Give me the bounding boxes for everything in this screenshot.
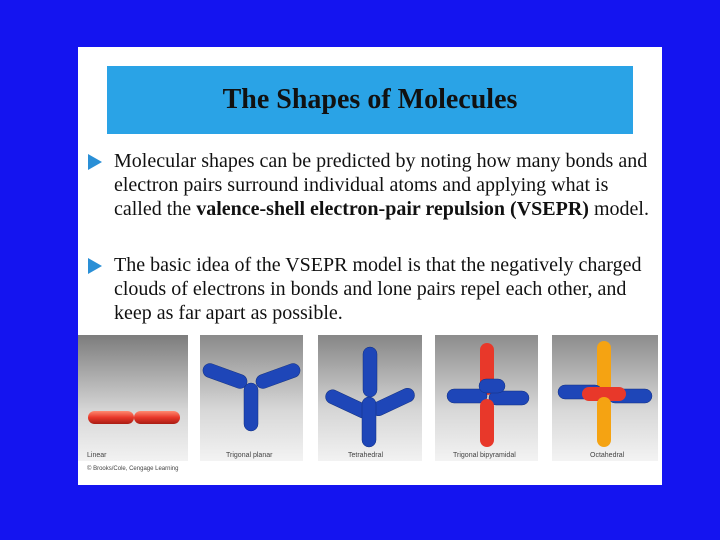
photo-linear xyxy=(78,335,188,461)
photo-trigonal-planar xyxy=(200,335,303,461)
tetrahedral-balloon-image xyxy=(318,335,422,461)
caption-octahedral: Octahedral xyxy=(590,452,625,459)
title-bar xyxy=(107,66,633,134)
bullet-text-1 xyxy=(114,149,658,221)
photo-tetrahedral xyxy=(318,335,422,461)
caption-tetrahedral: Tetrahedral xyxy=(348,452,384,459)
bullet-2-text-before: The basic idea of the VSEPR model is that the negatively charged clouds of electrons in bonds and lone pairs repel each other, and keep as far apart as possible. xyxy=(114,254,642,324)
copyright-credit: © Brooks/Cole, Cengage Learning xyxy=(87,466,179,472)
caption-trigonal-planar: Trigonal planar xyxy=(226,452,273,459)
caption-trigonal-bipyramidal: Trigonal bipyramidal xyxy=(453,452,516,459)
bullet-1-text-bold: valence-shell electron-pair repulsion (VSEPR) xyxy=(196,198,589,220)
slide xyxy=(78,47,662,485)
bullet-arrow-icon xyxy=(88,258,102,274)
bullet-item-2 xyxy=(88,253,658,325)
bullet-text-2 xyxy=(114,253,658,325)
bullet-1-text-before: Molecular shapes can be predicted by noting how many bonds and electron pairs surround individual atoms and applying what is called the xyxy=(114,150,648,220)
bullet-arrow-icon xyxy=(88,154,102,170)
linear-balloon-image xyxy=(78,335,188,461)
caption-linear: Linear xyxy=(87,452,107,459)
octahedral-balloon-image xyxy=(552,335,658,461)
bullet-item-1 xyxy=(88,149,658,221)
slide-title: The Shapes of Molecules xyxy=(222,84,518,115)
bullet-1-text-after: model. xyxy=(588,198,649,220)
photo-trigonal-bipyramidal xyxy=(435,335,538,461)
photo-octahedral xyxy=(552,335,658,461)
molecule-shape-photos xyxy=(78,335,662,463)
trigonal-planar-balloon-image xyxy=(200,335,303,461)
trigonal-bipyramidal-balloon-image xyxy=(435,335,538,461)
